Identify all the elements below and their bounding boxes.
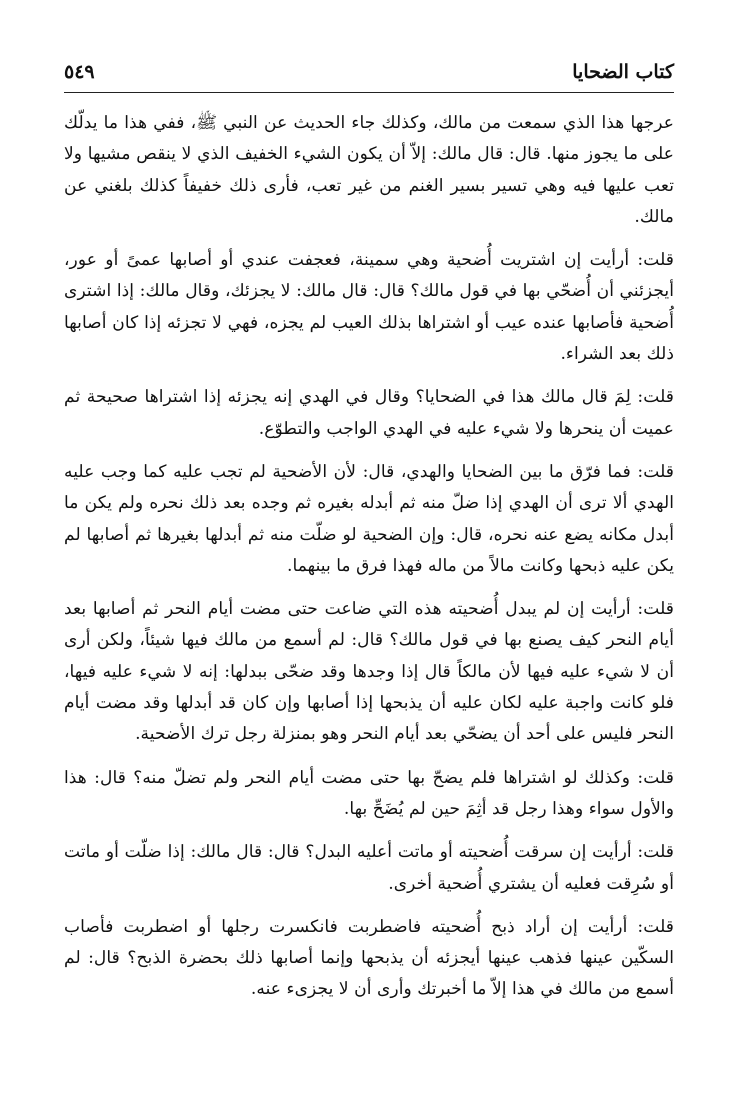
book-title: كتاب الضحايا	[572, 61, 674, 83]
page-body	[64, 108, 674, 1006]
paragraph: قلت: فما فرّق ما بين الضحايا والهدي، قال: لأن الأضحية لم تجب عليه كما وجب عليه الهدي ألا ترى أن الهدي إذا ضلّ منه ثم أبدله بغيره ثم وجده بعد ذلك نحره ولم يكن ما أبدل مكانه يضع عنه نحره، قال: وإن الضحية لو ضلّت منه ثم أبدلها بغيرها ثم أصابها لم يكن عليه ذبحها وكانت مالاً من ماله فهذا فرق ما بينهما.	[64, 461, 674, 576]
paragraph: قلت: أرأيت إن سرقت أُضحيته أو ماتت أعليه البدل؟ قال: قال مالك: إذا ضلّت أو ماتت أو سُرِقت فعليه أن يشتري أُضحية أخرى.	[64, 842, 674, 894]
paragraph: قلت: وكذلك لو اشتراها فلم يضحّ بها حتى مضت أيام النحر ولم تضلّ منه؟ قال: هذا والأول سواء وهذا رجل قد أثِمَ حين لم يُضَحِّ بها.	[64, 767, 674, 819]
header-divider	[64, 92, 674, 93]
paragraph: قلت: أرأيت إن أراد ذبح أُضحيته فاضطربت فانكسرت رجلها أو اضطربت فأصاب السكّين عينها فذهب عينها أيجزئه أن يذبحها وإنما أصابها ذلك بحضرة الذبح؟ قال: لم أسمع من مالك في هذا إلاّ ما أخبرتك وأرى أن لا يجزىء عنه.	[64, 916, 674, 1000]
paragraph: قلت: لِمَ قال مالك هذا في الضحايا؟ وقال في الهدي إنه يجزئه إذا اشتراها صحيحة ثم عميت أن ينحرها ولا شيء عليه في الهدي الواجب والتطوّع.	[64, 387, 674, 439]
paragraph: قلت: أرأيت إن اشتريت أُضحية وهي سمينة، فعجفت عندي أو أصابها عمىً أو عور، أيجزئني أن أُضحّي بها في قول مالك؟ قال: قال مالك: لا يجزئك، وقال مالك: إذا اشترى أُضحية فأصابها عنده عيب أو اشتراها بذلك العيب لم يجزه، فهي لا تجزئه إذا كان أصابها ذلك بعد الشراء.	[64, 250, 674, 365]
paragraph: عرجها هذا الذي سمعت من مالك، وكذلك جاء الحديث عن النبي ﷺ، ففي هذا ما يدلّك على ما يجوز منها. قال: قال مالك: إلاّ أن يكون الشيء الخفيف الذي لا ينقص مشيها ولا تعب عليها فيه وهي تسير بسير الغنم من غير تعب، فأرى ذلك خفيفاً كذلك بلغني عن مالك.	[64, 113, 674, 227]
page-header	[64, 56, 674, 88]
paragraph: قلت: أرأيت إن لم يبدل أُضحيته هذه التي ضاعت حتى مضت أيام النحر ثم أصابها بعد أيام النحر كيف يصنع بها في قول مالك؟ قال: لم أسمع من مالك فيها شيئاً، ولكن أرى أن لا شيء عليه فيها لأن مالكاً قال إذا وجدها وقد ضحّى ببدلها: إنه لا شيء عليه فيها، فلو كانت واجبة عليه لكان عليه أن يذبحها إذا أصابها وإن كان قد أبدلها وقد مضت أيام النحر فليس على أحد أن يضحّي بعد أيام النحر وهو بمنزلة رجل ترك الأضحية.	[64, 599, 674, 745]
page-number: ٥٤٩	[64, 61, 95, 83]
